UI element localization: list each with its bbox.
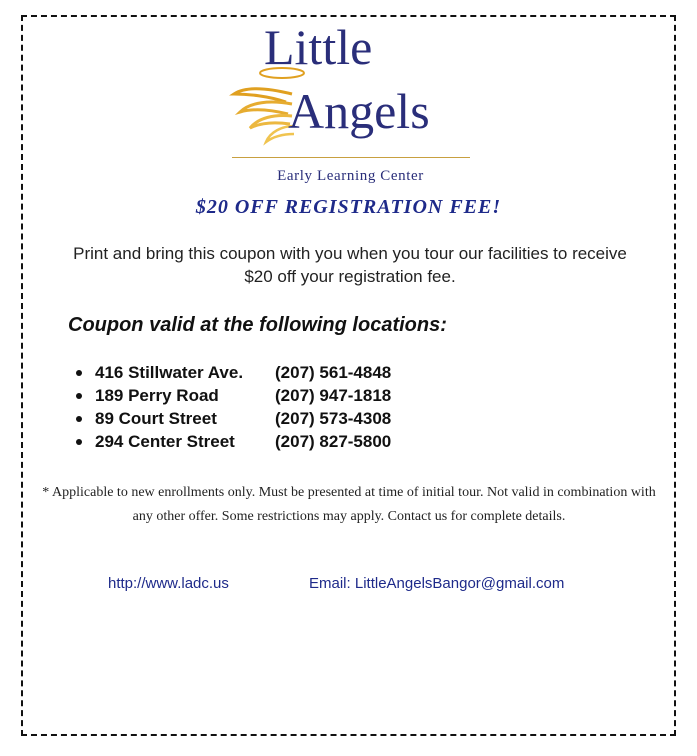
location-address: 89 Court Street [95, 409, 217, 428]
logo-divider [232, 157, 470, 158]
logo-subtitle: Early Learning Center [277, 168, 424, 184]
logo [228, 19, 473, 190]
location-item [72, 407, 391, 430]
offer-headline: $20 OFF REGISTRATION FEE! [195, 196, 502, 218]
location-address: 294 Center Street [95, 432, 235, 451]
locations-heading: Coupon valid at the following locations: [68, 314, 447, 336]
location-phone: (207) 561-4848 [275, 363, 392, 382]
disclaimer-text: * Applicable to new enrollments only. Must be presented at time of initial tour. Not valid in combination with any other offer. Some restrictions may apply. Contact us for complete details. [42, 485, 656, 524]
location-address: 189 Perry Road [95, 386, 219, 405]
logo-word-little: Little [264, 19, 373, 75]
logo-word-angels: Angels [288, 83, 430, 139]
website-link[interactable]: http://www.ladc.us [108, 575, 229, 592]
location-item [72, 361, 391, 384]
location-item [72, 430, 391, 453]
location-phone: (207) 947-1818 [275, 386, 392, 405]
locations-list [72, 361, 391, 453]
location-item [72, 384, 391, 407]
location-address: 416 Stillwater Ave. [95, 363, 244, 382]
email-label: Email: [309, 575, 351, 592]
location-phone: (207) 827-5800 [275, 432, 392, 451]
email-contact [309, 575, 564, 592]
location-phone: (207) 573-4308 [275, 409, 392, 428]
email-link[interactable]: LittleAngelsBangor@gmail.com [354, 575, 565, 592]
intro-text: Print and bring this coupon with you when you tour our facilities to receive $20 off your registration fee. [73, 244, 627, 286]
